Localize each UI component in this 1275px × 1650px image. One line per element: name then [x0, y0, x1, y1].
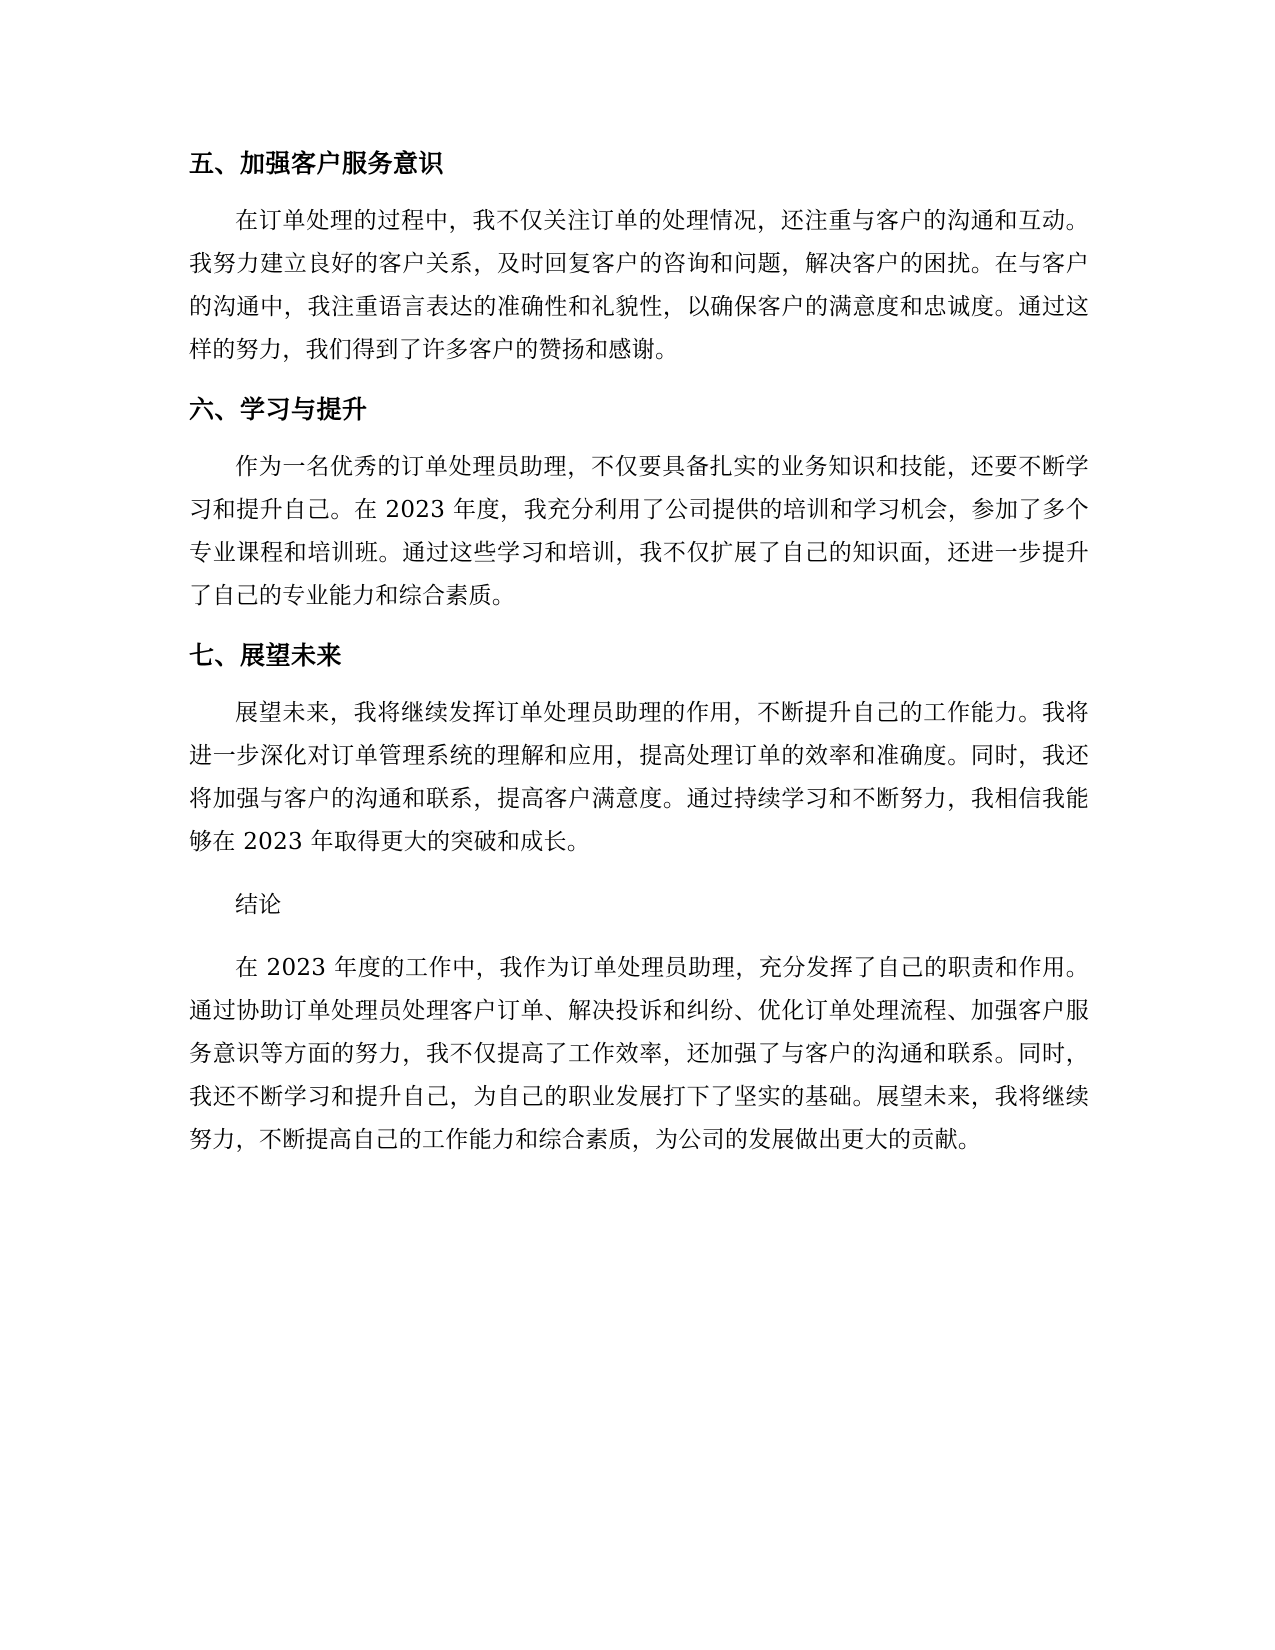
document-body [189, 146, 1089, 1182]
section-heading-customer-service: 五、加强客户服务意识 [189, 149, 445, 178]
section-heading-outlook: 七、展望未来 [189, 641, 343, 670]
section-heading-learning: 六、学习与提升 [189, 395, 368, 424]
conclusion-paragraph: 在 2023 年度的工作中，我作为订单处理员助理，充分发挥了自己的职责和作用。通过协助订单处理员处理客户订单、解决投诉和纠纷、优化订单处理流程、加强客户服务意识等方面的努力，我不仅提高了工作效率，还加强了与客户的沟通和联系。同时，我还不断学习和提升自己，为自己的职业发展打下了坚实的基础。展望未来，我将继续努力，不断提高自己的工作能力和综合素质，为公司的发展做出更大的贡献。 [189, 955, 1089, 1153]
section-paragraph-outlook: 展望未来，我将继续发挥订单处理员助理的作用，不断提升自己的工作能力。我将进一步深化对订单管理系统的理解和应用，提高处理订单的效率和准确度。同时，我还将加强与客户的沟通和联系，提高客户满意度。通过持续学习和不断努力，我相信我能够在 2023 年取得更大的突破和成长。 [189, 700, 1089, 855]
conclusion-label: 结论 [235, 892, 282, 918]
section-paragraph-learning: 作为一名优秀的订单处理员助理，不仅要具备扎实的业务知识和技能，还要不断学习和提升自己。在 2023 年度，我充分利用了公司提供的培训和学习机会，参加了多个专业课程和培训班。通过这些学习和培训，我不仅扩展了自己的知识面，还进一步提升了自己的专业能力和综合素质。 [189, 454, 1089, 609]
section-paragraph-customer-service: 在订单处理的过程中，我不仅关注订单的处理情况，还注重与客户的沟通和互动。我努力建立良好的客户关系，及时回复客户的咨询和问题，解决客户的困扰。在与客户的沟通中，我注重语言表达的准确性和礼貌性，以确保客户的满意度和忠诚度。通过这样的努力，我们得到了许多客户的赞扬和感谢。 [189, 208, 1089, 363]
